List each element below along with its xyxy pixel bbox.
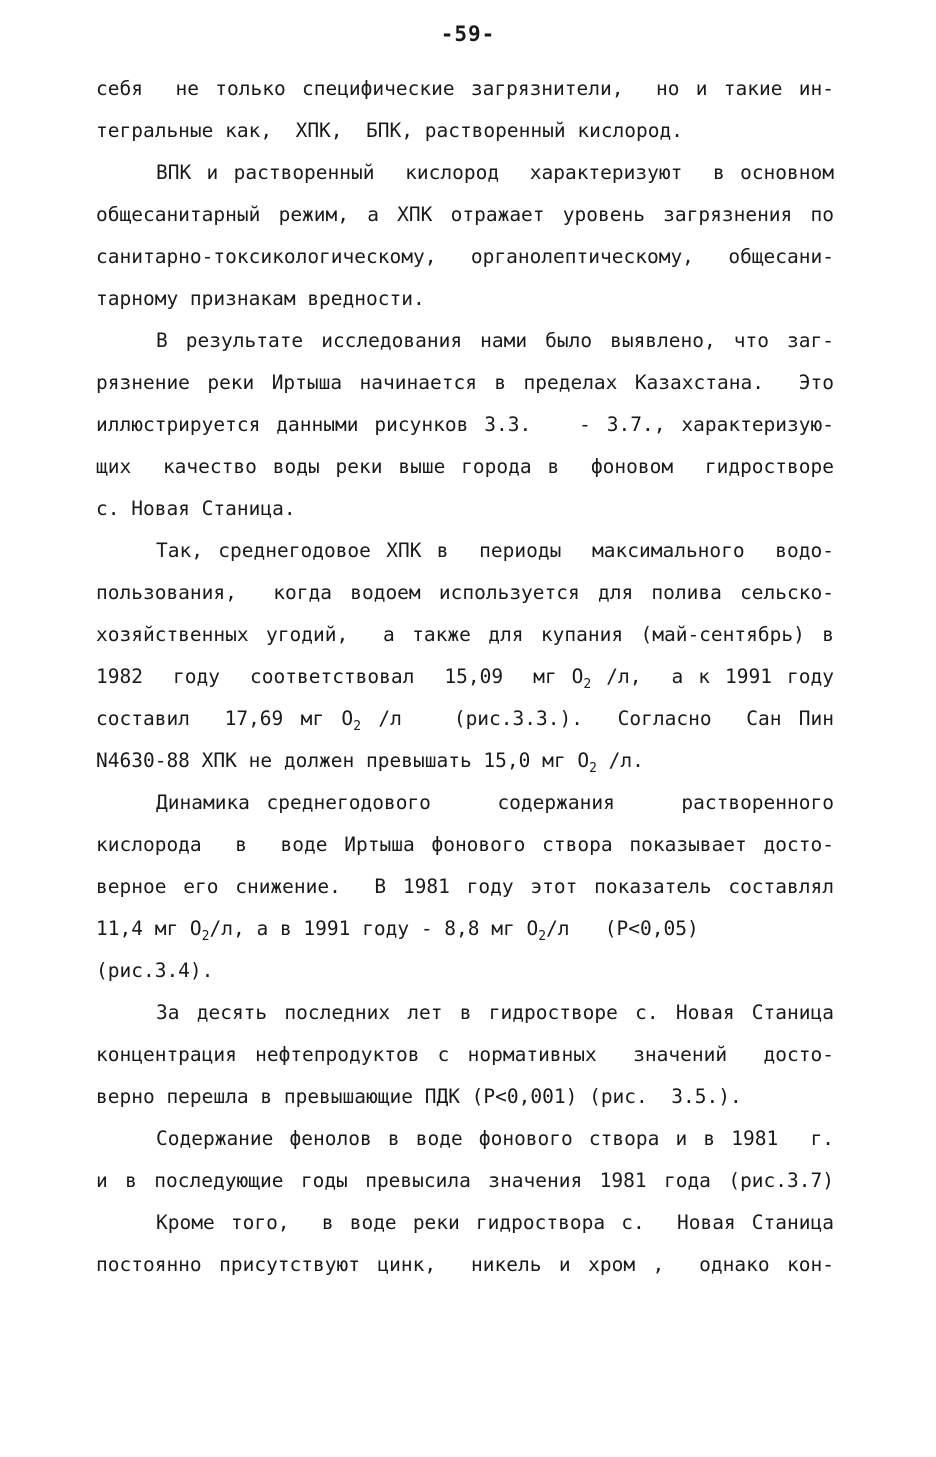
text-segment: N4630-88 ХПК не должен превышать 15,0 мг O — [96, 749, 590, 772]
text-line: концентрация нефтепродуктов с нормативных значений досто- — [96, 1043, 834, 1066]
text-line-with-subscript — [96, 662, 834, 692]
text-line-with-subscript — [96, 746, 834, 776]
text-line: В результате исследования нами было выявлено, что заг- — [156, 329, 834, 352]
text-line: хозяйственных угодий, а также для купания (май-сентябрь) в — [96, 623, 834, 646]
text-line: иллюстрируется данными рисунков 3.3. - 3.7., характеризую- — [96, 413, 834, 436]
page-number: -59- — [440, 22, 496, 46]
text-segment: 1982 году соответствовал 15,09 мг O — [96, 665, 584, 688]
text-segment: 11,4 мг O — [96, 917, 202, 940]
text-segment: /л. — [596, 749, 644, 772]
text-segment: /л, а в 1991 году - 8,8 мг O — [209, 917, 539, 940]
text-line: За десять последних лет в гидростворе с. Новая Станица — [156, 1001, 834, 1024]
text-line: Так, среднегодовое ХПК в периоды максимального водо- — [156, 539, 834, 562]
text-segment: составил 17,69 мг O — [96, 707, 354, 730]
text-segment: /л, а к 1991 году — [591, 665, 834, 688]
subscript: 2 — [589, 761, 597, 776]
text-line: ВПК и растворенный кислород характеризуют в основном — [156, 161, 834, 184]
text-line: Кроме того, в воде реки гидроствора с. Новая Станица — [156, 1211, 834, 1234]
text-line: санитарно-токсикологическому, органолептическому, общесани- — [96, 245, 834, 268]
text-line: себя не только специфические загрязнители, но и такие ин- — [96, 77, 834, 100]
text-line: постоянно присутствуют цинк, никель и хром , однако кон- — [96, 1253, 834, 1276]
text-segment: /л (Р<0,05) — [546, 917, 699, 940]
text-line: с. Новая Станица. — [96, 497, 296, 520]
text-line: тарному признакам вредности. — [96, 287, 425, 310]
subscript: 2 — [353, 719, 362, 734]
text-line: рязнение реки Иртыша начинается в пределах Казахстана. Это — [96, 371, 834, 394]
text-line: Содержание фенолов в воде фонового створа и в 1981 г. — [156, 1127, 834, 1150]
text-segment: /л (рис.3.3.). Согласно Сан Пин — [361, 707, 834, 730]
text-line: пользования, когда водоем используется для полива сельско- — [96, 581, 834, 604]
text-line: кислорода в воде Иртыша фонового створа показывает досто- — [96, 833, 834, 856]
text-line: верно перешла в превышающие ПДК (Р<0,001) (рис. 3.5.). — [96, 1085, 742, 1108]
text-line-with-subscript — [96, 914, 834, 944]
subscript: 2 — [583, 677, 592, 692]
text-line: верное его снижение. В 1981 году этот показатель составлял — [96, 875, 834, 898]
text-line-with-subscript — [96, 704, 834, 734]
text-line: Динамика среднегодового содержания растворенного — [156, 791, 834, 814]
text-line: тегральные как, ХПК, БПК, растворенный кислород. — [96, 119, 683, 142]
text-line: (рис.3.4). — [96, 959, 214, 982]
subscript: 2 — [201, 929, 210, 944]
text-line: щих качество воды реки выше города в фоновом гидростворе — [96, 455, 834, 478]
subscript: 2 — [538, 929, 547, 944]
text-line: и в последующие годы превысила значения 1981 года (рис.3.7) — [96, 1169, 834, 1192]
text-line: общесанитарный режим, а ХПК отражает уровень загрязнения по — [96, 203, 834, 226]
